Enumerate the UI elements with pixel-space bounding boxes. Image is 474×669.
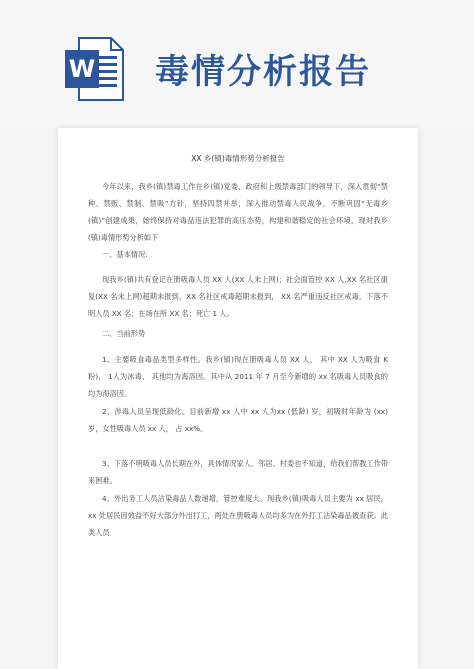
situation-item-1: 1、主要吸食毒品类型多样性。我乡(镇)现在册吸毒人员 XX 人， 其中 XX 人为吸食 K 粉)， 1人为冰毒， 其他均为海洛因。其中从 2011 年 7 月至今新增的 xx 名吸毒人员吸食的均为海洛因。 (88, 355, 388, 398)
situation-item-4: 4、外出务工人员沾染毒品人数递增，管控难度大。现我乡(镇)吸毒人员主要为 xx 居民，xx 处居民因效益不好大部分外出打工，两处在册吸毒人员均多为在外打工沾染毒品被查获。此类人员 (88, 494, 388, 537)
banner-title: 毒情分析报告 (155, 52, 371, 92)
basic-info-paragraph: 现我乡(镇)共有登记在册吸毒人员 XX 人(XX 人未上网)；社会面管控 XX 人,XX 名社区康复(XX 名未上网)超期未报到。XX 名社区戒毒超期未报到， XX 名严重违反社区戒毒，下落不明人员 XX 名；在场在所 XX 名；死亡 1 人。 (88, 275, 388, 318)
situation-item-3: 3、下落不明吸毒人员长期在外，具体情况家人、邻居、村委也不知道，给我们帮教工作带来困难。 (88, 459, 388, 485)
intro-paragraph: 今年以来，我乡(镇)禁毒工作在乡(镇)党委、政府和上级禁毒部门的领导下，深入贯彻“禁种、禁贩、禁制、禁吸”方针，坚持四禁并举，深入推动禁毒人民战争，不断巩固“无毒乡(镇)”创建成果，始终保持对毒品违法犯罪的高压态势，构建和谐稳定的社会环境，现对我乡(镇)毒情形势分析如下 (88, 182, 388, 242)
section-heading-basic: 一、基本情况: (102, 250, 148, 259)
document-title: XX 乡(镇)毒情形势分析报告 (191, 154, 285, 163)
header-banner (0, 0, 474, 128)
situation-item-2: 2、涉毒人员呈现低龄化。目前新增 xx 人中 xx 人为xx (低龄) 岁，初吸时年龄为 (xx) 岁，女性吸毒人员 xx 人， 占 xx%。 (88, 407, 388, 433)
word-letter: W (68, 55, 96, 83)
document-page (58, 128, 418, 669)
word-doc-icon (65, 36, 125, 102)
section-heading-situation: 二、当前形势 (102, 329, 146, 338)
